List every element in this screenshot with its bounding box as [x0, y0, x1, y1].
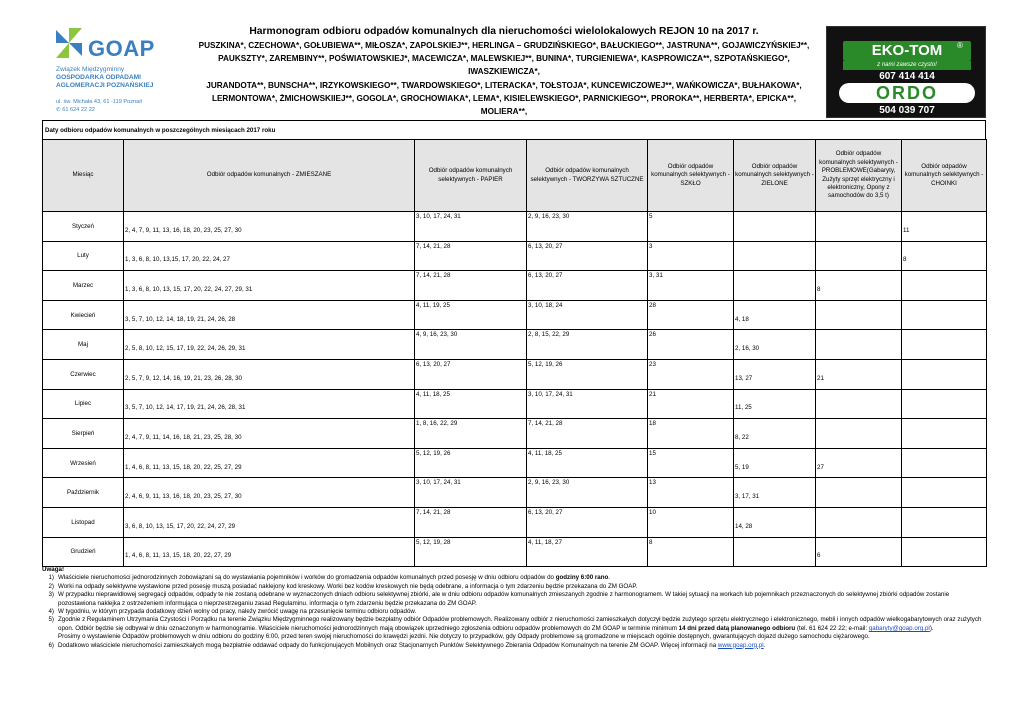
glass-cell: 18 — [648, 419, 734, 449]
mixed-waste-cell: 2, 5, 7, 9, 12, 14, 16, 19, 21, 23, 26, 28, 30 — [124, 359, 415, 389]
goap-address — [56, 99, 142, 114]
street-line: JURANDOTA**, BUNSCHA**, IRZYKOWSKIEGO**, TWARDOWSKIEGO*, LITERACKA*, TOŁSTOJA*, KUNCEWICZOWEJ**, WAŃKOWICZA*, BUŁHAKOWA*, — [206, 80, 802, 90]
mixed-waste-cell: 1, 3, 6, 8, 10, 13,15, 17, 20, 22, 24, 27 — [124, 241, 415, 271]
month-cell: Październik — [43, 478, 124, 508]
table-row — [43, 212, 987, 242]
christmas-tree-cell — [902, 478, 987, 508]
table-row — [43, 359, 987, 389]
green-waste-cell — [734, 241, 816, 271]
glass-cell: 21 — [648, 389, 734, 419]
notes-heading: Uwaga! — [42, 566, 65, 573]
glass-cell: 3, 31 — [648, 271, 734, 301]
schedule-table — [42, 139, 987, 567]
christmas-tree-cell — [902, 389, 987, 419]
month-cell: Marzec — [43, 271, 124, 301]
col-header-bulky: Odbiór odpadów komunalnych selektywnych - PROBLEMOWE(Gabaryty, Zużyty sprzęt elektryczny i elektroniczny, Opony z samochodów do 3,5 t) — [816, 140, 902, 212]
note-body-cont: (tel. 61 624 22 22; e-mail: — [795, 624, 869, 632]
glass-cell: 23 — [648, 359, 734, 389]
plastic-cell: 6, 13, 20, 27 — [527, 271, 648, 301]
street-line: PUSZKINA*, CZECHOWA*, GOŁUBIEWA**, MIŁOSZA*, ZAPOLSKIEJ**, HERLINGA – GRUDZIŃSKIEGO*, BAŁUCKIEGO**, JASTRUNA**, GOJAWICZYŃSKIEJ**, — [198, 41, 810, 50]
note-emphasis: godziny 6:00 rano — [555, 574, 609, 582]
note-link[interactable]: www.goap.org.pl — [717, 641, 764, 649]
glass-cell: 3 — [648, 241, 734, 271]
note-number: 4) — [48, 608, 54, 616]
ekotom-wordmark: EKO-TOM — [843, 41, 971, 61]
note-emphasis: 14 dni przed datą planowanego odbioru — [678, 624, 796, 632]
ekotom-tagline: z nami zawsze czysto! — [843, 61, 971, 70]
note-body-cont: . — [608, 574, 611, 582]
mixed-waste-cell: 2, 4, 7, 9, 11, 13, 16, 18, 20, 23, 25, 27, 30 — [124, 212, 415, 242]
glass-cell: 28 — [648, 300, 734, 330]
green-waste-cell — [734, 212, 816, 242]
table-row — [43, 271, 987, 301]
note-item — [42, 574, 986, 582]
mixed-waste-cell: 1, 4, 6, 8, 11, 13, 15, 18, 20, 22, 25, 27, 29 — [124, 448, 415, 478]
registered-icon: ® — [957, 41, 963, 50]
table-header-row — [43, 140, 987, 212]
paper-cell: 7, 14, 21, 28 — [415, 271, 527, 301]
table-row — [43, 537, 987, 567]
month-cell: Grudzień — [43, 537, 124, 567]
plastic-cell: 3, 10, 18, 24 — [527, 300, 648, 330]
ekotom-ordo-logo — [826, 26, 986, 118]
street-line: LERMONTOWA*, ŻMICHOWSKIIEJ**, GOGOLA*, GROCHOWIAKA*, LEMA*, KISIELEWSKIEGO*, PARNICKIEGO**, PROROKA**, HERBERTA*, EPICKA**, MOLIERA**, — [211, 93, 797, 117]
ekotom-phone: 607 414 414 — [879, 71, 935, 82]
bulky-waste-cell — [816, 330, 902, 360]
green-waste-cell: 11, 25 — [734, 389, 816, 419]
note-text — [58, 591, 986, 608]
bulky-waste-cell — [816, 507, 902, 537]
christmas-tree-cell — [902, 271, 987, 301]
table-row — [43, 300, 987, 330]
plastic-cell: 3, 10, 17, 24, 31 — [527, 389, 648, 419]
month-cell: Lipiec — [43, 389, 124, 419]
christmas-tree-cell — [902, 507, 987, 537]
note-number: 1) — [48, 574, 54, 582]
table-row — [43, 507, 987, 537]
note-body: Worki na odpady selektywne wystawione przed posesję muszą posiadać naklejony kod kreskowy. Worki bez kodów kreskowych nie będą odebrane, a informacja o tym zdarzeniu będzie przekazana do ZM GOAP. — [58, 582, 638, 590]
note-tail: ). — [929, 624, 934, 632]
col-header-mixed: Odbiór odpadów komunalnych - ZMIESZANE — [124, 140, 415, 212]
mixed-waste-cell: 3, 6, 8, 10, 13, 15, 17, 20, 22, 24, 27, 29 — [124, 507, 415, 537]
mixed-waste-cell: 1, 4, 6, 8, 11, 13, 15, 18, 20, 22, 27, 29 — [124, 537, 415, 567]
mixed-waste-cell: 3, 5, 7, 10, 12, 14, 17, 19, 21, 24, 26, 28, 31 — [124, 389, 415, 419]
note-body: Dodatkowo właściciele nieruchomości zamieszkałych mogą bezpłatnie oddawać odpady do funkcjonujących Mobilnych oraz Stacjonarnych Punktów Selektywnego Zbierania Odpadów Komunalnych na terenie ZM GOAP. Więcej informacji na — [58, 641, 718, 649]
glass-cell: 13 — [648, 478, 734, 508]
christmas-tree-cell — [902, 537, 987, 567]
bulky-waste-cell: 21 — [816, 359, 902, 389]
paper-cell: 3, 10, 17, 24, 31 — [415, 478, 527, 508]
month-cell: Styczeń — [43, 212, 124, 242]
bulky-waste-cell — [816, 300, 902, 330]
street-list — [190, 39, 818, 131]
green-waste-cell: 3, 17, 31 — [734, 478, 816, 508]
bulky-waste-cell — [816, 419, 902, 449]
ordo-phone: 504 039 707 — [879, 105, 935, 116]
christmas-tree-cell: 8 — [902, 241, 987, 271]
goap-wordmark: GOAP — [88, 36, 155, 61]
goap-street: ul. św. Michała 43, 61 -119 Poznań — [56, 99, 143, 105]
paper-cell: 4, 11, 18, 25 — [415, 389, 527, 419]
col-header-paper: Odbiór odpadów komunalnych selektywnych - PAPIER — [415, 140, 527, 212]
col-header-month: Miesiąc — [43, 140, 124, 212]
note-text — [58, 616, 986, 633]
note-item — [42, 616, 986, 633]
note-text — [58, 583, 986, 591]
street-line: PAUKSZTY*, ZAREMBINY**, POŚWIATOWSKIEJ*, MACEWICZA*, MALEWSKIEJ**, BUNINA*, TURGIENIEWA*, KASPROWICZA**, SZPOTAŃSKIEGO*, IWASZKIEWICZA*, — [218, 54, 790, 77]
month-cell: Wrzesień — [43, 448, 124, 478]
goap-line: GOSPODARKA ODPADAMI — [56, 74, 141, 82]
goap-phone: 61 624 22 22 — [62, 106, 95, 113]
bulky-waste-cell — [816, 212, 902, 242]
month-cell: Luty — [43, 241, 124, 271]
green-waste-cell: 4, 18 — [734, 300, 816, 330]
month-cell: Kwiecień — [43, 300, 124, 330]
plastic-cell: 7, 14, 21, 28 — [527, 419, 648, 449]
note-number: 6) — [48, 641, 54, 649]
green-waste-cell: 5, 19 — [734, 448, 816, 478]
bulky-waste-cell — [816, 478, 902, 508]
phone-icon: ✆ — [56, 106, 61, 113]
goap-org-name — [56, 66, 153, 91]
paper-cell: 1, 8, 16, 22, 29 — [415, 419, 527, 449]
col-header-green: Odbiór odpadów komunalnych selektywnych - ZIELONE — [734, 140, 816, 212]
green-waste-cell: 14, 28 — [734, 507, 816, 537]
christmas-tree-cell — [902, 300, 987, 330]
plastic-cell: 5, 12, 19, 26 — [527, 359, 648, 389]
table-row — [43, 330, 987, 360]
plastic-cell: 4, 11, 18, 25 — [527, 448, 648, 478]
note-item — [42, 633, 986, 641]
mixed-waste-cell: 2, 4, 6, 9, 11, 13, 16, 18, 20, 23, 25, 27, 30 — [124, 478, 415, 508]
note-text — [58, 642, 986, 650]
note-link[interactable]: gabaryty@goap.org.pl — [868, 624, 930, 632]
christmas-tree-cell — [902, 359, 987, 389]
paper-cell: 4, 11, 19, 25 — [415, 300, 527, 330]
schedule-table-wrap — [42, 120, 986, 567]
note-body: Zgodnie z Regulaminem Utrzymania Czystości i Porządku na terenie Związku Międzygminnego realizowany będzie bezpłatny odbiór Odpadów problemowych. Realizowany odbiór z nieruchomości zamieszkałych dotyczył będzie zużytego sprzętu elektrycznego i elektronicznego, mebli i innych odpadów wielkogabarytowych oraz zużytych opon. Odbiór będzie się odbywał w dniu oznaczonym w harmonogramie. Właściciele nieruchomości jednorodzinnych mają obowiązek uprzedniego zgłoszenia odbioru odpadów problemowych do ZM GOAP w terminie minimum — [58, 616, 982, 632]
note-tail: . — [763, 641, 766, 649]
plastic-cell: 2, 8, 15, 22, 29 — [527, 330, 648, 360]
note-text — [58, 574, 986, 582]
col-header-tree: Odbiór odpadów komunalnych selektywnych - CHOINKI — [902, 140, 987, 212]
table-row — [43, 241, 987, 271]
note-text — [58, 608, 986, 616]
christmas-tree-cell — [902, 448, 987, 478]
page-title: Harmonogram odbioru odpadów komunalnych dla nieruchomości wielolokalowych REJON 10 na 2017 r. — [249, 26, 759, 37]
goap-line: AGLOMERACJI POZNAŃSKIEJ — [56, 82, 154, 90]
schedule-body — [43, 212, 987, 567]
month-cell: Sierpień — [43, 419, 124, 449]
green-waste-cell: 13, 27 — [734, 359, 816, 389]
green-waste-cell: 2, 16, 30 — [734, 330, 816, 360]
note-number: 2) — [48, 582, 54, 590]
goap-logo — [52, 26, 170, 116]
note-number — [42, 633, 58, 641]
goap-pinwheel-icon — [52, 26, 86, 60]
bulky-waste-cell — [816, 389, 902, 419]
month-cell: Listopad — [43, 507, 124, 537]
notes-section — [42, 566, 986, 650]
note-text — [58, 633, 986, 641]
paper-cell: 5, 12, 19, 26 — [415, 448, 527, 478]
paper-cell: 5, 12, 19, 28 — [415, 537, 527, 567]
christmas-tree-cell: 11 — [902, 212, 987, 242]
mixed-waste-cell: 2, 5, 8, 10, 12, 15, 17, 19, 22, 24, 26, 29, 31 — [124, 330, 415, 360]
table-caption: Daty odbioru odpadów komunalnych w poszczególnych miesiącach 2017 roku — [42, 120, 986, 139]
plastic-cell: 4, 11, 18, 27 — [527, 537, 648, 567]
table-row — [43, 448, 987, 478]
goap-line: Związek Międzygminny — [56, 66, 125, 73]
plastic-cell: 2, 9, 16, 23, 30 — [527, 478, 648, 508]
table-row — [43, 478, 987, 508]
bulky-waste-cell: 27 — [816, 448, 902, 478]
plastic-cell: 2, 9, 16, 23, 30 — [527, 212, 648, 242]
col-header-plastic: Odbiór odpadów komunalnych selektywnych - TWORZYWA SZTUCZNE — [527, 140, 648, 212]
col-header-glass: Odbiór odpadów komunalnych selektywnych - SZKŁO — [648, 140, 734, 212]
note-body: W przypadku nieprawidłowej segregacji odpadów, odpady te nie zostaną odebrane w wyznaczonych dniach odbioru selektywnej zbiórki, ale w dniu odbioru odpadów komunalnych zmieszanych zgodnie z harmonogramem. W takiej sytuacji na workach lub pojemnikach przeznaczonych do selektywnej zbiórki odpadów zostanie pozostawiona naklejka z ostrzeżeniem informująca o nieprzestrzeganiu zasad Regulaminu. informacja o tym zdarzeniu będzie przekazana do ZM GOAP. — [58, 591, 950, 607]
green-waste-cell: 8, 22 — [734, 419, 816, 449]
note-number: 5) — [48, 616, 54, 624]
month-cell: Maj — [43, 330, 124, 360]
note-item — [42, 591, 986, 608]
bulky-waste-cell: 6 — [816, 537, 902, 567]
mixed-waste-cell: 1, 3, 6, 8, 10, 13, 15, 17, 20, 22, 24, 27, 29, 31 — [124, 271, 415, 301]
plastic-cell: 6, 13, 20, 27 — [527, 507, 648, 537]
table-row — [43, 389, 987, 419]
glass-cell: 8 — [648, 537, 734, 567]
ordo-wordmark: ORDO — [839, 83, 975, 103]
paper-cell: 7, 14, 21, 28 — [415, 241, 527, 271]
paper-cell: 6, 13, 20, 27 — [415, 359, 527, 389]
note-item — [42, 608, 986, 616]
note-body: W tygodniu, w którym przypada dodatkowy dzień wolny od pracy, należy zwrócić uwagę na przesunięcie terminu odbioru odpadów. — [58, 608, 417, 616]
christmas-tree-cell — [902, 330, 987, 360]
note-body: Prosimy o wystawienie Odpadów problemowych w dniu odbioru do godziny 6:00, przed teren swojej nieruchomości do krawędzi jezdni. Nie dotyczy to przypadków, gdy Odpady problemowe są gromadzone w miejscach ogólnie dostępnych, gwarantujących dojazd dużego samochodu ciężarowego. — [58, 633, 870, 641]
mixed-waste-cell: 3, 5, 7, 10, 12, 14, 18, 19, 21, 24, 26, 28 — [124, 300, 415, 330]
glass-cell: 26 — [648, 330, 734, 360]
month-cell: Czerwiec — [43, 359, 124, 389]
goap-phone-row — [56, 107, 142, 115]
glass-cell: 15 — [648, 448, 734, 478]
mixed-waste-cell: 2, 4, 7, 9, 11, 14, 16, 18, 21, 23, 25, 28, 30 — [124, 419, 415, 449]
note-number: 3) — [48, 591, 54, 599]
table-row — [43, 419, 987, 449]
plastic-cell: 6, 13, 20, 27 — [527, 241, 648, 271]
paper-cell: 3, 10, 17, 24, 31 — [415, 212, 527, 242]
christmas-tree-cell — [902, 419, 987, 449]
bulky-waste-cell: 8 — [816, 271, 902, 301]
note-body: Właściciele nieruchomości jednorodzinnych zobowiązani są do wystawiania pojemników i worków do gromadzenia odpadów komunalnych przed posesję w dniu odbioru odpadów do — [58, 574, 556, 582]
notes-list — [42, 574, 986, 650]
glass-cell: 5 — [648, 212, 734, 242]
note-item — [42, 642, 986, 650]
paper-cell: 4, 9, 16, 23, 30 — [415, 330, 527, 360]
paper-cell: 7, 14, 21, 28 — [415, 507, 527, 537]
glass-cell: 10 — [648, 507, 734, 537]
note-item — [42, 583, 986, 591]
bulky-waste-cell — [816, 241, 902, 271]
green-waste-cell — [734, 271, 816, 301]
green-waste-cell — [734, 537, 816, 567]
